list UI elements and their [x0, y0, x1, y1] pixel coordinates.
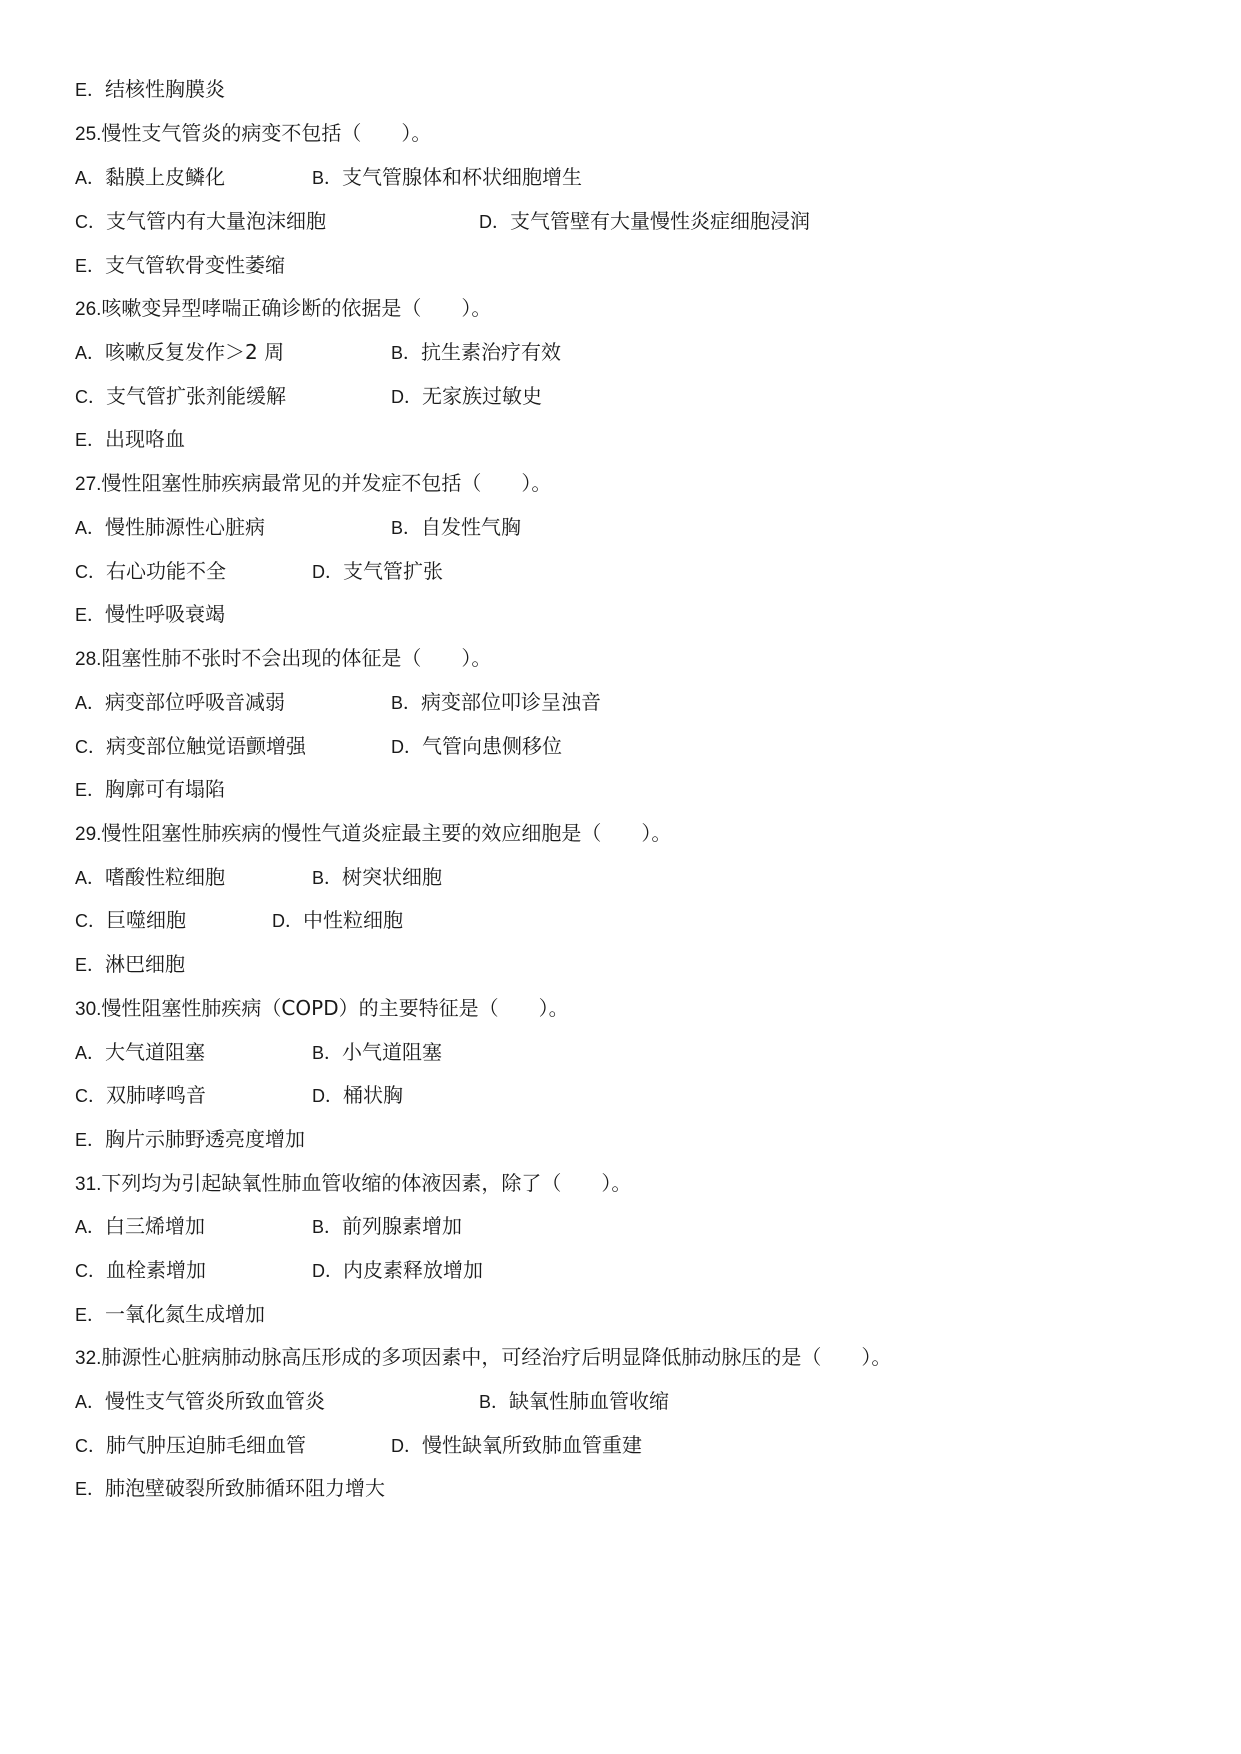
option-text: 肺泡壁破裂所致肺循环阻力增大	[105, 1476, 386, 1500]
option-text: 中性粒细胞	[303, 908, 403, 932]
option-b	[312, 162, 582, 193]
question-text: 阻塞性肺不张时不会出现的体征是（ ）。	[101, 646, 492, 670]
option-text: 结核性胸膜炎	[105, 77, 226, 101]
option-text: 缺氧性肺血管收缩	[509, 1389, 670, 1413]
option-a	[75, 1037, 205, 1068]
question-stem	[75, 1342, 891, 1372]
question-number: 31.	[75, 1174, 102, 1195]
option-letter: A．	[75, 868, 106, 888]
option-text: 嗜酸性粒细胞	[105, 865, 226, 889]
option-letter: E．	[75, 780, 106, 800]
option-e	[75, 1299, 265, 1330]
option-text: 支气管腺体和杯状细胞增生	[342, 165, 583, 189]
option-text: 出现咯血	[105, 427, 186, 451]
option-a	[75, 862, 225, 893]
option-text: 胸片示肺野透亮度增加	[105, 1127, 306, 1151]
option-d	[312, 1080, 403, 1111]
option-letter: B．	[312, 1043, 343, 1063]
option-letter: C．	[75, 562, 106, 582]
question-number: 27.	[75, 474, 102, 495]
question-text: 慢性阻塞性肺疾病（COPD）的主要特征是（ ）。	[101, 996, 569, 1020]
option-letter: E．	[75, 256, 106, 276]
option-text: 自发性气胸	[421, 515, 522, 539]
question-number: 25.	[75, 124, 102, 145]
option-text: 肺气肿压迫肺毛细血管	[106, 1433, 306, 1457]
option-letter: D．	[479, 212, 510, 232]
option-letter: C．	[75, 212, 106, 232]
option-letter: A．	[75, 343, 106, 363]
option-letter: C．	[75, 387, 106, 407]
question-stem	[75, 818, 671, 848]
option-letter: D．	[312, 1086, 343, 1106]
option-letter: E．	[75, 1305, 106, 1325]
option-text: 抗生素治疗有效	[421, 340, 562, 364]
question-text: 咳嗽变异型哮喘正确诊断的依据是（ ）。	[101, 296, 492, 320]
option-text: 无家族过敏史	[422, 384, 542, 408]
option-text: 黏膜上皮鳞化	[105, 165, 226, 189]
option-letter: D．	[391, 387, 422, 407]
option-c	[75, 1080, 206, 1111]
option-text: 血栓素增加	[106, 1258, 206, 1282]
option-c	[75, 1430, 306, 1461]
option-text: 慢性支气管炎所致血管炎	[105, 1389, 326, 1413]
option-e	[75, 599, 225, 630]
option-a	[75, 162, 225, 193]
question-text: 肺源性心脏病肺动脉高压形成的多项因素中，可经治疗后明显降低肺动脉压的是（ ）。	[101, 1345, 892, 1369]
option-text: 桶状胸	[343, 1083, 403, 1107]
option-letter: C．	[75, 911, 106, 931]
option-text: 胸廓可有塌陷	[105, 777, 226, 801]
option-letter: A．	[75, 693, 106, 713]
option-letter: E．	[75, 955, 106, 975]
option-a	[75, 1386, 325, 1417]
option-letter: A．	[75, 518, 106, 538]
option-b	[312, 1037, 442, 1068]
option-d	[391, 731, 562, 762]
option-text: 支气管扩张剂能缓解	[106, 384, 286, 408]
option-text: 白三烯增加	[105, 1214, 206, 1238]
question-number: 30.	[75, 999, 102, 1020]
option-letter: D．	[312, 1261, 343, 1281]
question-number: 28.	[75, 649, 102, 670]
question-text: 慢性阻塞性肺疾病最常见的并发症不包括（ ）。	[101, 471, 552, 495]
option-letter: B．	[479, 1392, 510, 1412]
option-d	[391, 381, 542, 412]
option-b	[391, 337, 561, 368]
option-text: 大气道阻塞	[105, 1040, 206, 1064]
question-text: 慢性支气管炎的病变不包括（ ）。	[101, 121, 432, 145]
option-letter: B．	[391, 518, 422, 538]
option-e	[75, 774, 225, 805]
option-b	[391, 687, 601, 718]
option-c	[75, 556, 226, 587]
question-stem	[75, 1168, 631, 1198]
option-d	[312, 1255, 483, 1286]
question-text: 慢性阻塞性肺疾病的慢性气道炎症最主要的效应细胞是（ ）。	[101, 821, 672, 845]
option-b	[391, 512, 521, 543]
question-stem	[75, 118, 431, 148]
question-stem	[75, 293, 491, 323]
option-e	[75, 1473, 385, 1504]
option-text: 支气管扩张	[343, 559, 443, 583]
option-letter: A．	[75, 168, 106, 188]
option-text: 病变部位触觉语颤增强	[106, 734, 306, 758]
question-stem	[75, 643, 491, 673]
option-c	[75, 1255, 206, 1286]
option-e	[75, 74, 225, 105]
option-text: 内皮素释放增加	[343, 1258, 483, 1282]
option-text: 慢性肺源性心脏病	[105, 515, 266, 539]
option-text: 小气道阻塞	[342, 1040, 443, 1064]
option-letter: E．	[75, 1479, 106, 1499]
option-letter: C．	[75, 1261, 106, 1281]
option-letter: B．	[312, 868, 343, 888]
option-letter: D．	[391, 1436, 422, 1456]
option-a	[75, 1211, 205, 1242]
option-b	[312, 1211, 462, 1242]
option-text: 一氧化氮生成增加	[105, 1302, 266, 1326]
option-letter: A．	[75, 1043, 106, 1063]
option-letter: C．	[75, 1436, 106, 1456]
option-letter: E．	[75, 1130, 106, 1150]
option-e	[75, 424, 185, 455]
option-letter: C．	[75, 1086, 106, 1106]
option-text: 慢性呼吸衰竭	[105, 602, 226, 626]
option-letter: D．	[312, 562, 343, 582]
option-text: 巨噬细胞	[106, 908, 186, 932]
option-c	[75, 206, 326, 237]
option-text: 病变部位呼吸音减弱	[105, 690, 286, 714]
option-letter: A．	[75, 1217, 106, 1237]
question-number: 29.	[75, 824, 102, 845]
option-a	[75, 512, 265, 543]
option-text: 咳嗽反复发作＞2 周	[105, 340, 285, 364]
option-text: 慢性缺氧所致肺血管重建	[422, 1433, 642, 1457]
question-number: 26.	[75, 299, 102, 320]
option-letter: B．	[312, 168, 343, 188]
option-text: 前列腺素增加	[342, 1214, 463, 1238]
option-letter: B．	[312, 1217, 343, 1237]
option-letter: C．	[75, 737, 106, 757]
option-a	[75, 687, 285, 718]
option-text: 支气管软骨变性萎缩	[105, 253, 286, 277]
option-b	[312, 862, 442, 893]
option-d	[312, 556, 443, 587]
option-text: 支气管内有大量泡沫细胞	[106, 209, 326, 233]
question-stem	[75, 468, 551, 498]
option-e	[75, 1124, 305, 1155]
option-d	[272, 905, 403, 936]
option-c	[75, 731, 306, 762]
option-letter: D．	[272, 911, 303, 931]
option-text: 支气管壁有大量慢性炎症细胞浸润	[510, 209, 810, 233]
option-d	[479, 206, 810, 237]
option-letter: E．	[75, 430, 106, 450]
option-letter: E．	[75, 80, 106, 100]
option-text: 树突状细胞	[342, 865, 443, 889]
option-text: 气管向患侧移位	[422, 734, 562, 758]
option-a	[75, 337, 284, 368]
option-letter: B．	[391, 693, 422, 713]
option-c	[75, 905, 186, 936]
option-letter: E．	[75, 605, 106, 625]
option-c	[75, 381, 286, 412]
option-e	[75, 949, 185, 980]
question-text: 下列均为引起缺氧性肺血管收缩的体液因素，除了（ ）。	[101, 1171, 632, 1195]
option-text: 淋巴细胞	[105, 952, 186, 976]
option-text: 双肺哮鸣音	[106, 1083, 206, 1107]
option-letter: D．	[391, 737, 422, 757]
question-number: 32.	[75, 1348, 102, 1369]
question-stem	[75, 993, 569, 1023]
option-d	[391, 1430, 642, 1461]
option-letter: B．	[391, 343, 422, 363]
option-b	[479, 1386, 669, 1417]
option-text: 病变部位叩诊呈浊音	[421, 690, 602, 714]
option-letter: A．	[75, 1392, 106, 1412]
option-text: 右心功能不全	[106, 559, 226, 583]
option-e	[75, 250, 285, 281]
